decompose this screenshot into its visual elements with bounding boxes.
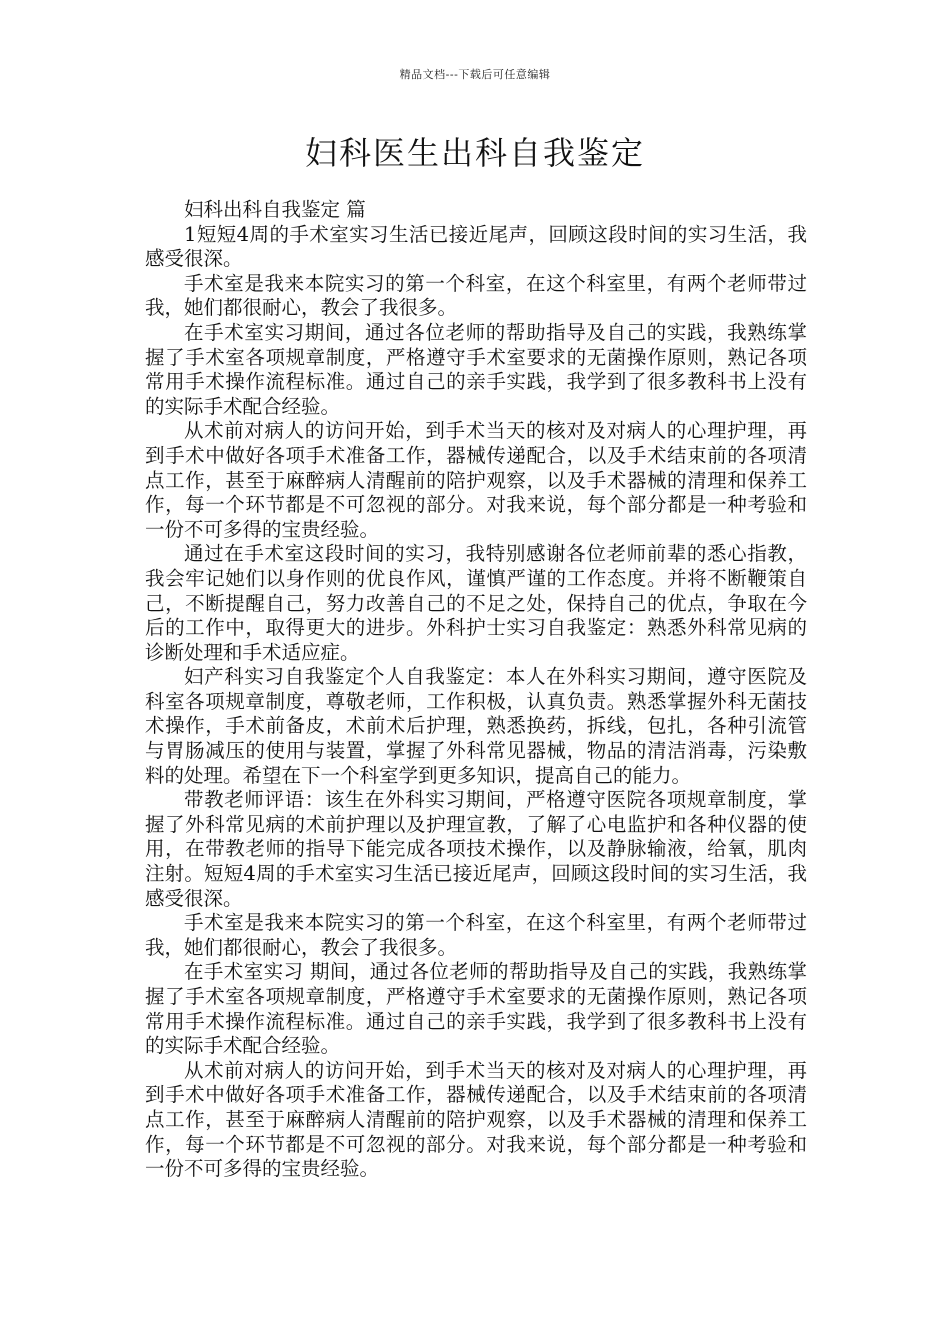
paragraph: 带教老师评语：该生在外科实习期间，严格遵守医院各项规章制度，掌握了外科常见病的术前护理以及护理宣教，了解了心电监护和各种仪器的使用，在带教老师的指导下能完成各项技术操作，以及静脉输液，给氧，肌肉注射。短短4周的手术室实习生活已接近尾声，回顾这段时间的实习生活，我感受很深。 [145, 788, 807, 910]
paragraph: 在手术室实习 期间，通过各位老师的帮助指导及自己的实践，我熟练掌握了手术室各项规章制度，严格遵守手术室要求的无菌操作原则，熟记各项常用手术操作流程标准。通过自己的亲手实践，我学到了很多教科书上没有的实际手术配合经验。 [145, 960, 807, 1058]
paragraph: 通过在手术室这段时间的实习，我特别感谢各位老师前辈的悉心指教，我会牢记她们以身作则的优良作风，谨慎严谨的工作态度。并将不断鞭策自己，不断提醒自己，努力改善自己的不足之处，保持自己的优点，争取在今后的工作中，取得更大的进步。外科护士实习自我鉴定：熟悉外科常见病的诊断处理和手术适应症。 [145, 542, 807, 664]
paragraph: 从术前对病人的访问开始，到手术当天的核对及对病人的心理护理，再到手术中做好各项手术准备工作，器械传递配合，以及手术结束前的各项清点工作，甚至于麻醉病人清醒前的陪护观察，以及手术器械的清理和保养工作，每一个环节都是不可忽视的部分。对我来说，每个部分都是一种考验和一份不可多得的宝贵经验。 [145, 1058, 807, 1181]
paragraph: 从术前对病人的访问开始，到手术当天的核对及对病人的心理护理，再到手术中做好各项手术准备工作，器械传递配合，以及手术结束前的各项清点工作，甚至于麻醉病人清醒前的陪护观察，以及手术器械的清理和保养工作，每一个环节都是不可忽视的部分。对我来说，每个部分都是一种考验和一份不可多得的宝贵经验。 [145, 419, 807, 541]
paragraph: 1短短4周的手术室实习生活已接近尾声，回顾这段时间的实习生活，我感受很深。 [145, 222, 807, 271]
document-body [145, 198, 807, 1182]
paragraph: 手术室是我来本院实习的第一个科室，在这个科室里，有两个老师带过我，她们都很耐心，教会了我很多。 [145, 911, 807, 959]
paragraph: 手术室是我来本院实习的第一个科室，在这个科室里，有两个老师带过我，她们都很耐心，教会了我很多。 [145, 271, 807, 320]
paragraph: 妇产科实习自我鉴定个人自我鉴定：本人在外科实习期间，遵守医院及科室各项规章制度，尊敬老师，工作积极，认真负责。熟悉掌握外科无菌技术操作，手术前备皮，术前术后护理，熟悉换药，拆线，包扎，各种引流管与胃肠减压的使用与装置，掌握了外科常见器械，物品的清洁消毒，污染敷料的处理。希望在下一个科室学到更多知识，提高自己的能力。 [145, 665, 807, 787]
paragraph: 在手术室实习期间，通过各位老师的帮助指导及自己的实践，我熟练掌握了手术室各项规章制度，严格遵守手术室要求的无菌操作原则，熟记各项常用手术操作流程标准。通过自己的亲手实践，我学到了很多教科书上没有的实际手术配合经验。 [145, 320, 807, 418]
document-title: 妇科医生出科自我鉴定 [304, 134, 645, 172]
header-note: 精品文档---下载后可任意编辑 [399, 68, 551, 81]
paragraph: 妇科出科自我鉴定 篇 [184, 198, 366, 221]
